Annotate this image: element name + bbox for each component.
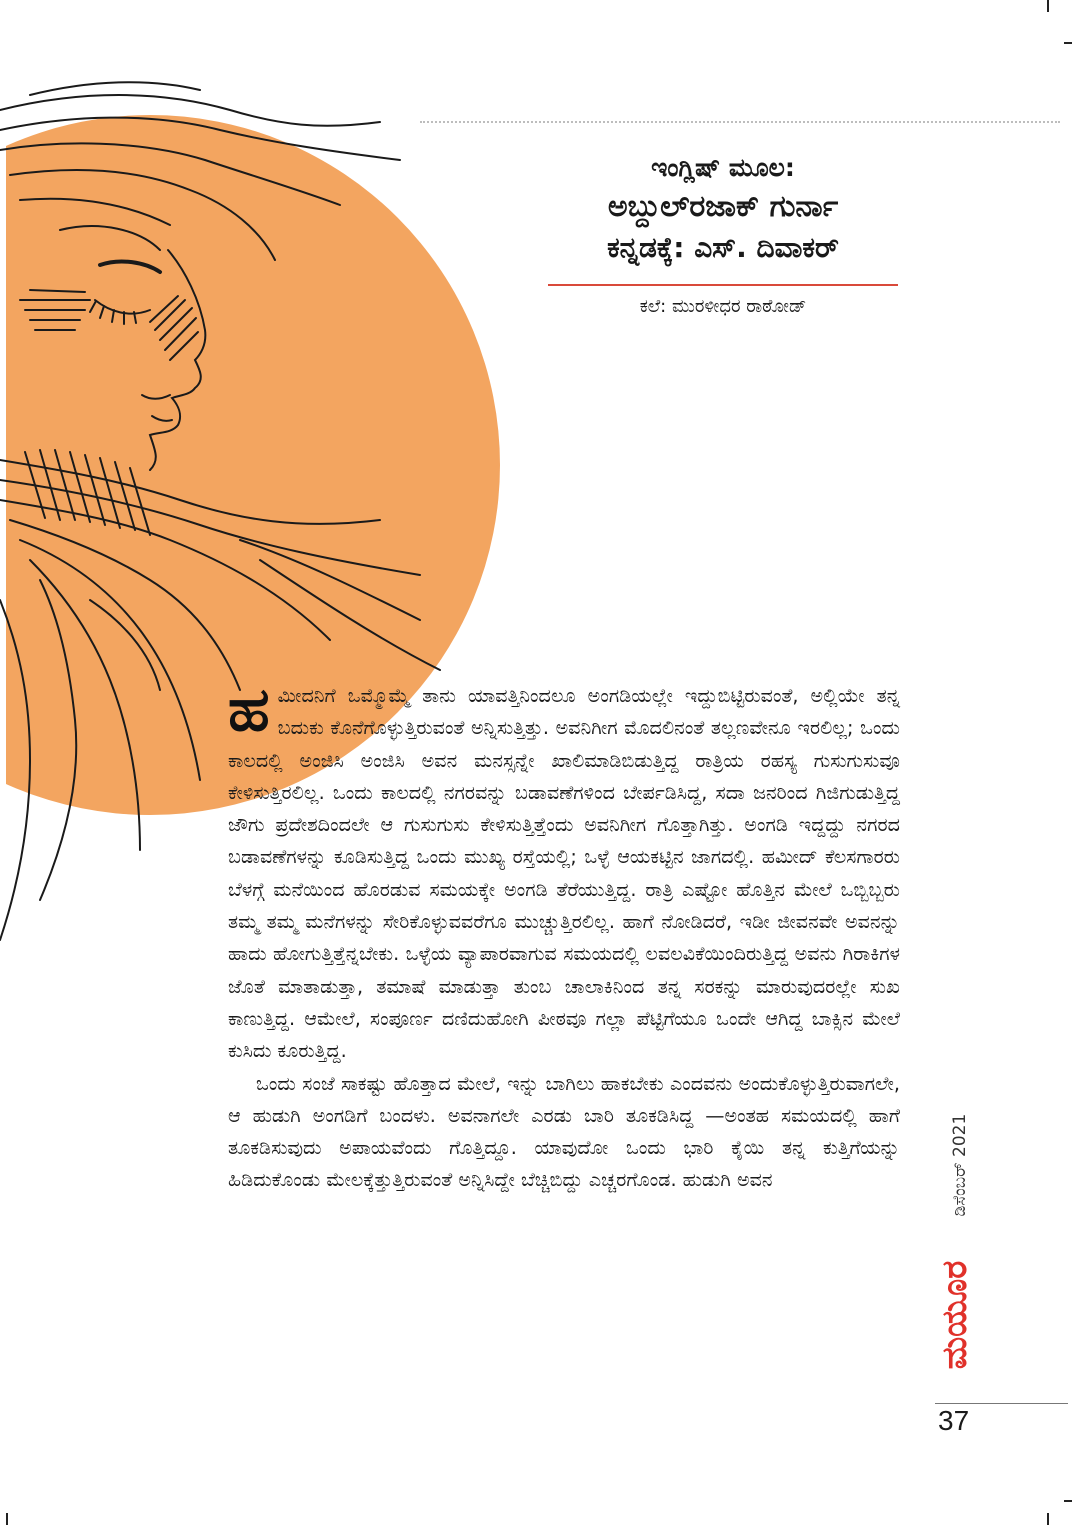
credit-divider: [548, 284, 898, 286]
crop-mark-right-upper: [1064, 42, 1072, 44]
translator-credit: ಕನ್ನಡಕ್ಕೆ: ಎಸ್. ದಿವಾಕರ್: [607, 231, 839, 264]
story-body: [228, 675, 900, 1197]
crop-mark-right-lower: [1064, 1500, 1072, 1502]
illustrator-credit: ಕಲೆ: ಮುರಳೀಧರ ರಾಠೋಡ್: [639, 296, 807, 317]
crop-mark-top-right: [1047, 0, 1049, 12]
magazine-logo-vertical: [930, 1245, 980, 1385]
original-language-label: ಇಂಗ್ಲಿಷ್ ಮೂಲ:: [651, 153, 795, 182]
magazine-logo: ಮಯೂರ: [935, 1260, 975, 1370]
paragraph-2: ಒಂದು ಸಂಜೆ ಸಾಕಷ್ಟು ಹೊತ್ತಾದ ಮೇಲೆ, ಇನ್ನು ಬಾಗಿಲು ಹಾಕಬೇಕು ಎಂದವನು ಅಂದುಕೊಳ್ಳುತ್ತಿರುವಾಗಲೇ, ಆ ಹುಡುಗಿ ಅಂಗಡಿಗೆ ಬಂದಳು. ಅವನಾಗಲೇ ಎರಡು ಬಾರಿ ತೂಕಡಿಸಿದ್ದ —ಅಂತಹ ಸಮಯದಲ್ಲಿ ಹಾಗೆ ತೂಕಡಿಸುವುದು ಅಪಾಯವೆಂದು ಗೊತ್ತಿದ್ದೂ. ಯಾವುದೋ ಒಂದು ಭಾರಿ ಕೈಯಿ ತನ್ನ ಕುತ್ತಿಗೆಯನ್ನು ಹಿಡಿದುಕೊಂಡು ಮೇಲಕ್ಕೆತ್ತುತ್ತಿರುವಂತೆ ಅನ್ನಿಸಿದ್ದೇ ಬೆಚ್ಚಿಬಿದ್ದು ಎಚ್ಚರಗೊಂಡ. ಹುಡುಗಿ ಅವನ: [228, 1071, 900, 1192]
paragraph-1: [228, 675, 900, 1068]
author-name: ಅಬ್ದುಲ್‌ರಜಾಕ್ ಗುರ್ನಾ: [607, 189, 839, 224]
paragraph-1-text: ಮೀದನಿಗೆ ಒಮ್ಮೊಮ್ಮೆ ತಾನು ಯಾವತ್ತಿನಿಂದಲೂ ಅಂಗಡಿಯಲ್ಲೇ ಇದ್ದುಬಿಟ್ಟಿರುವಂತೆ, ಅಲ್ಲಿಯೇ ತನ್ನ ಬದುಕು ಕೊನೆಗೊಳ್ಳುತ್ತಿರುವಂತೆ ಅನ್ನಿಸುತ್ತಿತ್ತು. ಅವನಿಗೀಗ ಮೊದಲಿನಂತೆ ತಲ್ಲಣವೇನೂ ಇರಲಿಲ್ಲ; ಒಂದು ಕಾಲದಲ್ಲಿ ಅಂಜಿಸಿ ಅಂಜಿಸಿ ಅವನ ಮನಸ್ಸನ್ನೇ ಖಾಲಿಮಾಡಿಬಿಡುತ್ತಿದ್ದ ರಾತ್ರಿಯ ರಹಸ್ಯ ಗುಸುಗುಸುವೂ ಕೇಳಿಸುತ್ತಿರಲಿಲ್ಲ. ಒಂದು ಕಾಲದಲ್ಲಿ ನಗರವನ್ನು ಬಡಾವಣೆಗಳಿಂದ ಬೇರ್ಪಡಿಸಿದ್ದ, ಸದಾ ಜನರಿಂದ ಗಿಜಿಗುಡುತ್ತಿದ್ದ ಜೌಗು ಪ್ರದೇಶದಿಂದಲೇ ಆ ಗುಸುಗುಸು ಕೇಳಿಸುತ್ತಿತ್ತೆಂದು ಅವನಿಗೀಗ ಗೊತ್ತಾಗಿತ್ತು. ಅಂಗಡಿ ಇದ್ದದ್ದು ನಗರದ ಬಡಾವಣೆಗಳನ್ನು ಕೂಡಿಸುತ್ತಿದ್ದ ಒಂದು ಮುಖ್ಯ ರಸ್ತೆಯಲ್ಲಿ; ಒಳ್ಳೆ ಆಯಕಟ್ಟಿನ ಜಾಗದಲ್ಲಿ. ಹಮೀದ್ ಕೆಲಸಗಾರರು ಬೆಳಗ್ಗೆ ಮನೆಯಿಂದ ಹೊರಡುವ ಸಮಯಕ್ಕೇ ಅಂಗಡಿ ತೆರೆಯುತ್ತಿದ್ದ. ರಾತ್ರಿ ಎಷ್ಟೋ ಹೊತ್ತಿನ ಮೇಲೆ ಒಬ್ಬಿಬ್ಬರು ತಮ್ಮ ತಮ್ಮ ಮನೆಗಳನ್ನು ಸೇರಿಕೊಳ್ಳುವವರೆಗೂ ಮುಚ್ಚುತ್ತಿರಲಿಲ್ಲ. ಹಾಗೆ ನೋಡಿದರೆ, ಇಡೀ ಜೀವನವೇ ಅವನನ್ನು ಹಾದು ಹೋಗುತ್ತಿತ್ತೆನ್ನಬೇಕು. ಒಳ್ಳೆಯ ವ್ಯಾಪಾರವಾಗುವ ಸಮಯದಲ್ಲಿ ಲವಲವಿಕೆಯಿಂದಿರುತ್ತಿದ್ದ ಅವನು ಗಿರಾಕಿಗಳ ಜೊತೆ ಮಾತಾಡುತ್ತಾ, ತಮಾಷೆ ಮಾಡುತ್ತಾ ತುಂಬ ಚಾಲಾಕಿನಿಂದ ತನ್ನ ಸರಕನ್ನು ಮಾರುವುದರಲ್ಲೇ ಸುಖ ಕಾಣುತ್ತಿದ್ದ. ಆಮೇಲೆ, ಸಂಪೂರ್ಣ ದಣಿದುಹೋಗಿ ಪೀಠವೂ ಗಲ್ಲಾ ಪೆಟ್ಟಿಗೆಯೂ ಒಂದೇ ಆಗಿದ್ದ ಬಾಕ್ಸಿನ ಮೇಲೆ ಕುಸಿದು ಕೂರುತ್ತಿದ್ದ.: [228, 684, 900, 1063]
page-number: 37: [938, 1405, 970, 1436]
crop-mark-bottom-left: [6, 1513, 8, 1525]
issue-date-vertical: [940, 1100, 980, 1230]
issue-date: ಡಿಸೆಂಬರ್ 2021: [950, 1113, 970, 1217]
crop-mark-bottom-right: [1047, 1513, 1049, 1525]
drop-cap: ಹ: [228, 675, 270, 745]
credits-block: [548, 150, 898, 268]
dotted-divider: [420, 121, 1060, 123]
